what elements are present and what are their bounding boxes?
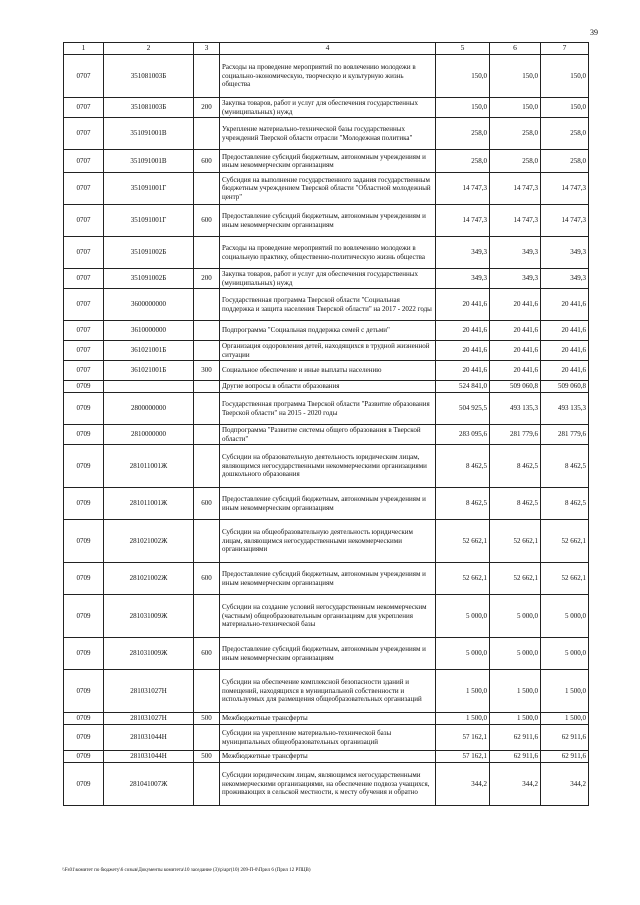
section-code-cell: 0707: [64, 321, 104, 341]
amount-cell: 258,0: [436, 118, 490, 150]
section-code-cell: 0709: [64, 563, 104, 595]
expense-type-cell: [194, 321, 220, 341]
expense-type-cell: [194, 670, 220, 713]
amount-cell: 504 925,5: [436, 393, 490, 425]
expense-type-cell: [194, 393, 220, 425]
expense-type-cell: [194, 725, 220, 751]
column-header: 2: [104, 43, 194, 55]
target-article-cell: 351091001В: [104, 150, 194, 173]
description-cell: Предоставление субсидий бюджетным, автономным учреждениям и иным некоммерческим организациям: [220, 638, 436, 670]
column-header: 5: [436, 43, 490, 55]
table-row: [64, 393, 589, 425]
target-article-cell: 351091001Г: [104, 173, 194, 205]
amount-cell: 57 162,1: [436, 725, 490, 751]
amount-cell: 493 135,3: [541, 393, 589, 425]
amount-cell: 62 911,6: [490, 751, 541, 763]
amount-cell: 20 441,6: [541, 321, 589, 341]
target-article-cell: 361021001Б: [104, 341, 194, 361]
table-row: [64, 55, 589, 98]
table-row: [64, 725, 589, 751]
amount-cell: 349,3: [436, 269, 490, 289]
amount-cell: 14 747,3: [541, 205, 589, 237]
amount-cell: 5 000,0: [541, 595, 589, 638]
expense-type-cell: 500: [194, 751, 220, 763]
table-row: [64, 563, 589, 595]
table-row: [64, 638, 589, 670]
amount-cell: 258,0: [541, 150, 589, 173]
expense-type-cell: [194, 520, 220, 563]
description-cell: Межбюджетные трансферты: [220, 713, 436, 725]
amount-cell: 1 500,0: [490, 713, 541, 725]
section-code-cell: 0709: [64, 488, 104, 520]
amount-cell: 62 911,6: [541, 751, 589, 763]
amount-cell: 62 911,6: [490, 725, 541, 751]
table-row: [64, 763, 589, 806]
description-cell: Субсидии на обеспечение комплексной безопасности зданий и помещений, находящихся в муниципальной собственности и используемых для размещения общеобразовательных организаций: [220, 670, 436, 713]
target-article-cell: 351091001В: [104, 118, 194, 150]
target-article-cell: 351081003Б: [104, 55, 194, 98]
amount-cell: 52 662,1: [436, 520, 490, 563]
amount-cell: 57 162,1: [436, 751, 490, 763]
description-cell: Субсидии на общеобразовательную деятельность юридическим лицам, являющимся негосударственными некоммерческими организациями: [220, 520, 436, 563]
expense-type-cell: [194, 118, 220, 150]
amount-cell: 150,0: [541, 55, 589, 98]
amount-cell: 14 747,3: [436, 205, 490, 237]
column-header: 1: [64, 43, 104, 55]
target-article-cell: 281031009Ж: [104, 595, 194, 638]
section-code-cell: 0709: [64, 670, 104, 713]
target-article-cell: 281031027Н: [104, 713, 194, 725]
section-code-cell: 0707: [64, 173, 104, 205]
expense-type-cell: [194, 445, 220, 488]
amount-cell: 5 000,0: [490, 595, 541, 638]
amount-cell: 5 000,0: [541, 638, 589, 670]
amount-cell: 20 441,6: [436, 321, 490, 341]
target-article-cell: 361021001Б: [104, 361, 194, 381]
expense-type-cell: 600: [194, 563, 220, 595]
table-row: [64, 670, 589, 713]
target-article-cell: 351081003Б: [104, 98, 194, 118]
table-row: [64, 713, 589, 725]
table-row: [64, 205, 589, 237]
amount-cell: 14 747,3: [436, 173, 490, 205]
amount-cell: 8 462,5: [490, 488, 541, 520]
expense-type-cell: [194, 55, 220, 98]
amount-cell: 349,3: [436, 237, 490, 269]
expense-type-cell: 600: [194, 488, 220, 520]
amount-cell: 150,0: [436, 55, 490, 98]
section-code-cell: 0709: [64, 381, 104, 393]
expense-type-cell: 200: [194, 98, 220, 118]
section-code-cell: 0707: [64, 269, 104, 289]
amount-cell: 20 441,6: [490, 361, 541, 381]
section-code-cell: 0709: [64, 713, 104, 725]
amount-cell: 20 441,6: [436, 341, 490, 361]
description-cell: Предоставление субсидий бюджетным, автономным учреждениям и иным некоммерческим организациям: [220, 205, 436, 237]
budget-table: [63, 42, 589, 806]
expense-type-cell: 300: [194, 361, 220, 381]
target-article-cell: 281031009Ж: [104, 638, 194, 670]
amount-cell: 349,3: [490, 237, 541, 269]
description-cell: Организация оздоровления детей, находящихся в трудной жизненной ситуации: [220, 341, 436, 361]
amount-cell: 258,0: [541, 118, 589, 150]
amount-cell: 258,0: [490, 150, 541, 173]
description-cell: Социальное обеспечение и иные выплаты населению: [220, 361, 436, 381]
table-row: [64, 341, 589, 361]
expense-type-cell: [194, 763, 220, 806]
description-cell: Субсидии на создание условий негосударственным некоммерческим (частным) общеобразовательным организациям для укрепления материально-технической базы: [220, 595, 436, 638]
table-row: [64, 150, 589, 173]
description-cell: Подпрограмма "Развитие системы общего образования в Тверской области": [220, 425, 436, 445]
amount-cell: 52 662,1: [436, 563, 490, 595]
description-cell: Другие вопросы в области образования: [220, 381, 436, 393]
column-header: 6: [490, 43, 541, 55]
amount-cell: 20 441,6: [541, 289, 589, 321]
description-cell: Субсидии юридическим лицам, являющимся негосударственными некоммерческими организациями, на обеспечение подвоза учащихся, проживающих в сельской местности, к месту обучения и обратно: [220, 763, 436, 806]
section-code-cell: 0709: [64, 763, 104, 806]
amount-cell: 20 441,6: [541, 361, 589, 381]
amount-cell: 52 662,1: [541, 520, 589, 563]
amount-cell: 8 462,5: [541, 445, 589, 488]
description-cell: Предоставление субсидий бюджетным, автономным учреждениям и иным некоммерческим организациям: [220, 563, 436, 595]
amount-cell: 14 747,3: [541, 173, 589, 205]
expense-type-cell: 600: [194, 150, 220, 173]
description-cell: Закупка товаров, работ и услуг для обеспечения государственных (муниципальных) нужд: [220, 269, 436, 289]
table-row: [64, 381, 589, 393]
expense-type-cell: [194, 173, 220, 205]
amount-cell: 1 500,0: [436, 670, 490, 713]
description-cell: Государственная программа Тверской области "Социальная поддержка и защита населения Тверской области" на 2017 - 2022 годы: [220, 289, 436, 321]
expense-type-cell: 200: [194, 269, 220, 289]
amount-cell: 14 747,3: [490, 205, 541, 237]
target-article-cell: 281041007Ж: [104, 763, 194, 806]
amount-cell: 52 662,1: [490, 563, 541, 595]
target-article-cell: 351091001Г: [104, 205, 194, 237]
expense-type-cell: [194, 289, 220, 321]
amount-cell: 8 462,5: [436, 445, 490, 488]
section-code-cell: 0709: [64, 725, 104, 751]
amount-cell: 258,0: [490, 118, 541, 150]
amount-cell: 20 441,6: [490, 341, 541, 361]
amount-cell: 5 000,0: [490, 638, 541, 670]
amount-cell: 150,0: [436, 98, 490, 118]
amount-cell: 281 779,6: [490, 425, 541, 445]
section-code-cell: 0707: [64, 98, 104, 118]
description-cell: Закупка товаров, работ и услуг для обеспечения государственных (муниципальных) нужд: [220, 98, 436, 118]
page-number: 39: [590, 28, 598, 37]
amount-cell: 20 441,6: [436, 361, 490, 381]
expense-type-cell: [194, 595, 220, 638]
amount-cell: 5 000,0: [436, 638, 490, 670]
description-cell: Предоставление субсидий бюджетным, автономным учреждениям и иным некоммерческим организациям: [220, 150, 436, 173]
description-cell: Предоставление субсидий бюджетным, автономным учреждениям и иным некоммерческим организациям: [220, 488, 436, 520]
amount-cell: 150,0: [490, 55, 541, 98]
amount-cell: 20 441,6: [490, 289, 541, 321]
section-code-cell: 0707: [64, 237, 104, 269]
amount-cell: 5 000,0: [436, 595, 490, 638]
amount-cell: 14 747,3: [490, 173, 541, 205]
amount-cell: 349,3: [541, 269, 589, 289]
section-code-cell: 0707: [64, 150, 104, 173]
description-cell: Субсидия на выполнение государственного задания государственным бюджетным учреждением Тверской области "Областной молодежный центр": [220, 173, 436, 205]
table-row: [64, 237, 589, 269]
target-article-cell: 351091002Б: [104, 269, 194, 289]
expense-type-cell: 500: [194, 713, 220, 725]
amount-cell: 8 462,5: [490, 445, 541, 488]
table-row: [64, 98, 589, 118]
section-code-cell: 0707: [64, 341, 104, 361]
table-row: [64, 445, 589, 488]
amount-cell: 8 462,5: [541, 488, 589, 520]
expense-type-cell: 600: [194, 638, 220, 670]
section-code-cell: 0709: [64, 751, 104, 763]
amount-cell: 493 135,3: [490, 393, 541, 425]
expense-type-cell: 600: [194, 205, 220, 237]
target-article-cell: 281031044Н: [104, 725, 194, 751]
target-article-cell: 281021002Ж: [104, 520, 194, 563]
expense-type-cell: [194, 381, 220, 393]
target-article-cell: 3600000000: [104, 289, 194, 321]
section-code-cell: 0707: [64, 289, 104, 321]
table-row: [64, 269, 589, 289]
description-cell: Субсидии на укрепление материально-технической базы муниципальных общеобразовательных организаций: [220, 725, 436, 751]
table-row: [64, 118, 589, 150]
amount-cell: 1 500,0: [490, 670, 541, 713]
target-article-cell: 281031027Н: [104, 670, 194, 713]
amount-cell: 52 662,1: [541, 563, 589, 595]
target-article-cell: [104, 381, 194, 393]
target-article-cell: 281031044Н: [104, 751, 194, 763]
section-code-cell: 0709: [64, 393, 104, 425]
target-article-cell: 2810000000: [104, 425, 194, 445]
section-code-cell: 0709: [64, 595, 104, 638]
target-article-cell: 351091002Б: [104, 237, 194, 269]
amount-cell: 349,3: [490, 269, 541, 289]
amount-cell: 8 462,5: [436, 488, 490, 520]
amount-cell: 62 911,6: [541, 725, 589, 751]
description-cell: Межбюджетные трансферты: [220, 751, 436, 763]
table-row: [64, 289, 589, 321]
amount-cell: 20 441,6: [541, 341, 589, 361]
table-row: [64, 520, 589, 563]
target-article-cell: 3610000000: [104, 321, 194, 341]
expense-type-cell: [194, 341, 220, 361]
target-article-cell: 2800000000: [104, 393, 194, 425]
table-row: [64, 595, 589, 638]
amount-cell: 524 841,0: [436, 381, 490, 393]
section-code-cell: 0707: [64, 118, 104, 150]
amount-cell: 1 500,0: [541, 713, 589, 725]
target-article-cell: 281011001Ж: [104, 488, 194, 520]
amount-cell: 349,3: [541, 237, 589, 269]
amount-cell: 150,0: [490, 98, 541, 118]
description-cell: Расходы на проведение мероприятий по вовлечению молодежи в социально-экономическую, творческую и культурную жизнь общества: [220, 55, 436, 98]
column-header: 4: [220, 43, 436, 55]
target-article-cell: 281011001Ж: [104, 445, 194, 488]
expense-type-cell: [194, 425, 220, 445]
table-row: [64, 321, 589, 341]
amount-cell: 509 060,8: [541, 381, 589, 393]
section-code-cell: 0707: [64, 205, 104, 237]
description-cell: Государственная программа Тверской области "Развитие образования Тверской области" на 2015 - 2020 годы: [220, 393, 436, 425]
description-cell: Расходы на проведение мероприятий по вовлечению молодежи в социальную практику, общественно-политическую жизнь общества: [220, 237, 436, 269]
amount-cell: 1 500,0: [436, 713, 490, 725]
amount-cell: 283 095,6: [436, 425, 490, 445]
amount-cell: 281 779,6: [541, 425, 589, 445]
amount-cell: 344,2: [541, 763, 589, 806]
amount-cell: 344,2: [436, 763, 490, 806]
column-header: 7: [541, 43, 589, 55]
section-code-cell: 0709: [64, 425, 104, 445]
amount-cell: 150,0: [541, 98, 589, 118]
section-code-cell: 0707: [64, 55, 104, 98]
amount-cell: 20 441,6: [436, 289, 490, 321]
table-row: [64, 361, 589, 381]
table-row: [64, 751, 589, 763]
column-header: 3: [194, 43, 220, 55]
section-code-cell: 0707: [64, 361, 104, 381]
amount-cell: 344,2: [490, 763, 541, 806]
expense-type-cell: [194, 237, 220, 269]
description-cell: Субсидии на образовательную деятельность юридическим лицам, являющимся негосударственными некоммерческими организациями дошкольного образования: [220, 445, 436, 488]
file-path-footer: \\Fs01\комитет по бюджету\6 созыв\Документы комитета\10 заседание (3)\р\арг(10) 209-П-0\Прил 6 (Прил 12 РПЦВ): [62, 868, 311, 873]
table-row: [64, 425, 589, 445]
section-code-cell: 0709: [64, 638, 104, 670]
table-row: [64, 488, 589, 520]
target-article-cell: 281021002Ж: [104, 563, 194, 595]
amount-cell: 509 060,8: [490, 381, 541, 393]
amount-cell: 52 662,1: [490, 520, 541, 563]
amount-cell: 1 500,0: [541, 670, 589, 713]
description-cell: Подпрограмма "Социальная поддержка семей с детьми": [220, 321, 436, 341]
section-code-cell: 0709: [64, 445, 104, 488]
amount-cell: 20 441,6: [490, 321, 541, 341]
section-code-cell: 0709: [64, 520, 104, 563]
amount-cell: 258,0: [436, 150, 490, 173]
table-header-row: [64, 43, 589, 55]
description-cell: Укрепление материально-технической базы государственных учреждений Тверской области отрасли "Молодежная политика": [220, 118, 436, 150]
table-row: [64, 173, 589, 205]
